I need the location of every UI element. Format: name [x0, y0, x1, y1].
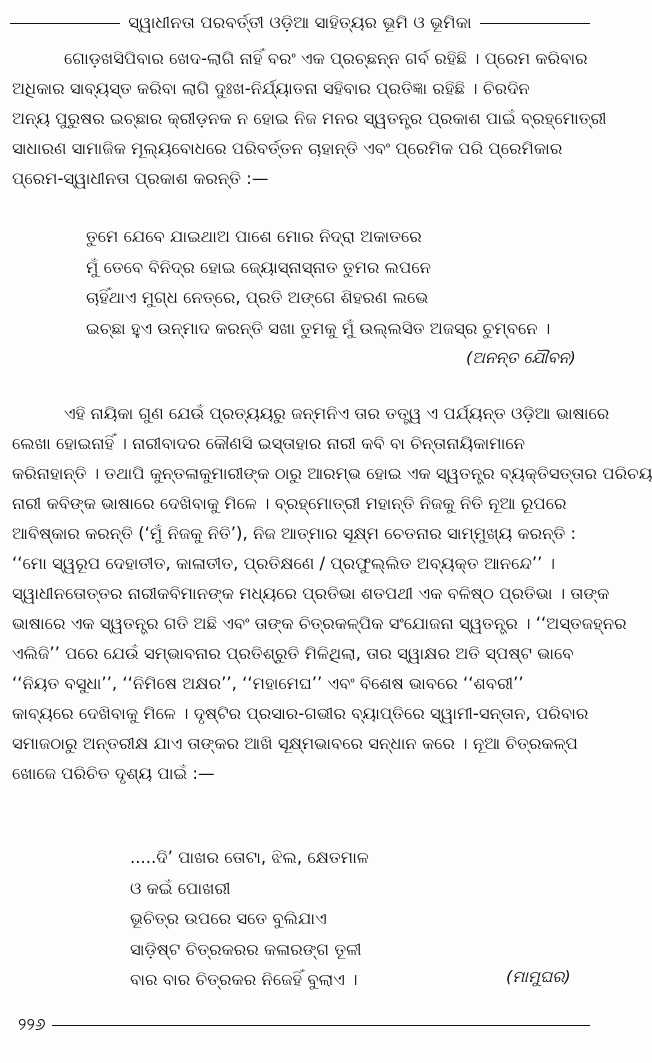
- paragraph-line: ପ୍ରେମ-ସ୍ୱାଧୀନତା ପ୍ରକାଶ କରନ୍ତି :—: [12, 169, 269, 188]
- verse-line: ଭୂଚିତ୍ର ଉପରେ ସତେ ବୁଲିଯାଏ: [130, 909, 327, 928]
- paragraph-line: ସ୍ୱାଧୀନତୋତ୍ତର ନାରୀକବିମାନଙ୍କ ମଧ୍ୟରେ ପ୍ରତିଭା ଶତପଥୀ ଏକ ବଳିଷ୍ଠ ପ୍ରତିଭା । ତାଙ୍କ: [12, 584, 610, 603]
- paragraph-line: ଏଲିଜି’’ ପରେ ଯେଉଁ ସମ୍ଭାବନାର ପ୍ରତିଶ୍ରୁତି ମିଳିଥିଲା, ତାର ସ୍ୱାକ୍ଷର ଅତି ସ୍ପଷ୍ଟ ଭାବେ: [12, 644, 574, 663]
- verse-line: ବାର ବାର ଚିତ୍ରକର ନିଜେହିଁ ବୁଲାଏ ।: [130, 970, 358, 989]
- running-title: ସ୍ୱାଧୀନତା ପରବର୍ତ୍ତୀ ଓଡ଼ିଆ ସାହିତ୍ୟର ଭୂମି ଓ ଭୂମିକା: [128, 13, 472, 32]
- paragraph-line: କରିନାହାନ୍ତି । ତଥାପି କୁନ୍ତଳାକୁମାରୀଙ୍କ ଠାରୁ ଆରମ୍ଭ ହୋଇ ଏକ ସ୍ୱତନ୍ତ୍ର ବ୍ୟକ୍ତିସତ୍ତାର ପରିଚୟ: [12, 464, 652, 483]
- paragraph-line: ଅଧିକାର ସାବ୍ୟସ୍ତ କରିବା ଲାଗି ଦୁଃଖ-ନିର୍ଯ୍ୟାତନା ସହିବାର ପ୍ରତିଜ୍ଞା ରହିଛି । ଚିରଦିନ: [12, 79, 530, 98]
- paragraph-line: ସମାଜଠାରୁ ଅନ୍ତରୀକ୍ଷ ଯାଏ ତାଙ୍କର ଆଖି ସୂକ୍ଷ୍ମଭାବରେ ସନ୍ଧାନ କରେ । ନୂଆ ଚିତ୍ରକଳ୍ପ: [12, 734, 578, 753]
- verse-line: ସାଡ଼ିଷ୍ଟ ଚିତ୍ରକରର କଳାରଙ୍ଗ ତୂଳୀ: [130, 939, 362, 959]
- header-rule-left: [10, 23, 120, 24]
- verse-line: ତୁମେ ଯେବେ ଯାଇଥାଅ ପାଶେ ମୋର ନିଦ୍ରା ଅକାତରେ: [86, 227, 422, 246]
- verse-quote-1: [86, 222, 550, 344]
- paragraph-line: ଲେଖା ହୋଇନାହିଁ । ନାରୀବାଦର କୌଣସି ଇସ୍ତାହାର ନାରୀ କବି ବା ଚିନ୍ତାନାୟିକାମାନେ: [12, 434, 525, 453]
- verse-line: .....ଦି’ ପାଖର ତୋଟା, ଝିଲ, କ୍ଷେତମାଳ: [130, 848, 369, 867]
- paragraph-line: ଅନ୍ୟ ପୁରୁଷର ଇଚ୍ଛାର କ୍ରୀଡ଼ନକ ନ ହୋଇ ନିଜ ମନର ସ୍ୱତନ୍ତ୍ର ପ୍ରକାଶ ପାଇଁ ବ୍ରହ୍ମୋତ୍ରୀ: [12, 109, 607, 128]
- paragraph-line: ‘‘ନିୟତ ବସୁଧା’’, ‘‘ନିମିଷେ ଅକ୍ଷର’’, ‘‘ମହାମେଘ’’ ଏବଂ ବିଶେଷ ଭାବରେ ‘‘ଶବରୀ’’: [12, 674, 524, 693]
- verse-line: ମୁଁ ତେବେ ବିନିଦ୍ର ହୋଇ ଜ୍ୟୋସ୍ନାସ୍ନାତ ତୁମର ଲପନେ: [86, 257, 432, 277]
- paragraph-line: କାବ୍ୟରେ ଦେଖିବାକୁ ମିଳେ । ଦୃଷ୍ଟିର ପ୍ରସାର-ଗଭୀର ବ୍ୟାପ୍ତିରେ ସ୍ୱାମୀ-ସନ୍ତାନ, ପରିବାର: [12, 704, 589, 723]
- paragraph-line: ଆବିଷ୍କାର କରନ୍ତି (‘ମୁଁ ନିଜକୁ ନିତି’), ନିଜ ଆତ୍ମାର ସୂକ୍ଷ୍ମ ଚେତନାର ସାମ୍ମୁଖ୍ୟ କରନ୍ତି :: [12, 524, 577, 543]
- verse-line: ଓ କଇଁ ପୋଖରୀ: [130, 878, 231, 898]
- footer-rule: [52, 1025, 590, 1026]
- paragraph-line: ଗୋଡ଼ଖସିପିବାର ଖେଦ-ଲାଗି ନାହିଁ ବରଂ ଏକ ପ୍ରଚ୍ଛନ୍ନ ଗର୍ବ ରହିଛି । ପ୍ରେମ କରିବାର: [64, 49, 588, 68]
- header-rule-right: [480, 23, 590, 24]
- paragraph-line: ଭାଷାରେ ଏକ ସ୍ୱତନ୍ତ୍ର ଗତି ଅଛି ଏବଂ ତାଙ୍କ ଚିତ୍ରକଳ୍ପିକ ସଂଯୋଜନା ସ୍ୱତନ୍ତ୍ର । ‘‘ଅସ୍ତଜହ୍ନର: [12, 614, 627, 633]
- running-header: [10, 6, 590, 40]
- paragraph-line: ଏହି ନାୟିକା ଗୁଣ ଯେଉଁ ପ୍ରତ୍ୟୟରୁ ଜନ୍ମନିଏ ତାର ତତ୍ତ୍ୱ ଏ ପର୍ଯ୍ୟନ୍ତ ଓଡ଼ିଆ ଭାଷାରେ: [64, 404, 610, 423]
- paragraph-2: [12, 399, 652, 789]
- verse-quote-2: [130, 843, 369, 996]
- paragraph-1: [12, 44, 607, 194]
- paragraph-line: ଖୋଜେ ପରିଚିତ ଦୃଶ୍ୟ ପାଇଁ :—: [12, 764, 215, 783]
- verse-credit-1: (ଅନନ୍ତ ଯୌବନ): [466, 348, 576, 367]
- verse-line: ଇଚ୍ଛା ହୁଏ ଉନ୍ମାଦ କରନ୍ତି ସଖା ତୁମକୁ ମୁଁ ଉଲ୍ଲସିତ ଅଜସ୍ର ଚୁମ୍ବନେ ।: [86, 318, 551, 338]
- paragraph-line: ନାରୀ କବିଙ୍କ ଭାଷାରେ ଦେଖିବାକୁ ମିଳେ । ବ୍ରହ୍ମୋତ୍ରୀ ମହାନ୍ତି ନିଜକୁ ନିତି ନୂଆ ରୂପରେ: [12, 494, 567, 513]
- verse-line: ଚାହିଁଥାଏ ମୁଗ୍ଧ ନେତ୍ରେ, ପ୍ରତି ଅଙ୍ଗେ ଶିହରଣ ଲଭେ: [86, 288, 429, 307]
- paragraph-line: ସାଧାରଣ ସାମାଜିକ ମୂଲ୍ୟବୋଧରେ ପରିବର୍ତ୍ତନ ଚାହାନ୍ତି ଏବଂ ପ୍ରେମିକ ପରି ପ୍ରେମିକାର: [12, 139, 563, 158]
- verse-credit-2: (ମାମୁଘର): [506, 967, 571, 986]
- page-footer: [18, 1010, 590, 1040]
- paragraph-line: ‘‘ମୋ ସ୍ୱରୂପ ଦେହାତୀତ, କାଳାତୀତ, ପ୍ରତିକ୍ଷଣେ / ପ୍ରଫୁଲ୍ଲିତ ଅବ୍ୟକ୍ତ ଆନନ୍ଦେ’’ ।: [12, 554, 556, 573]
- page-number: ୨୨୬: [18, 1015, 46, 1035]
